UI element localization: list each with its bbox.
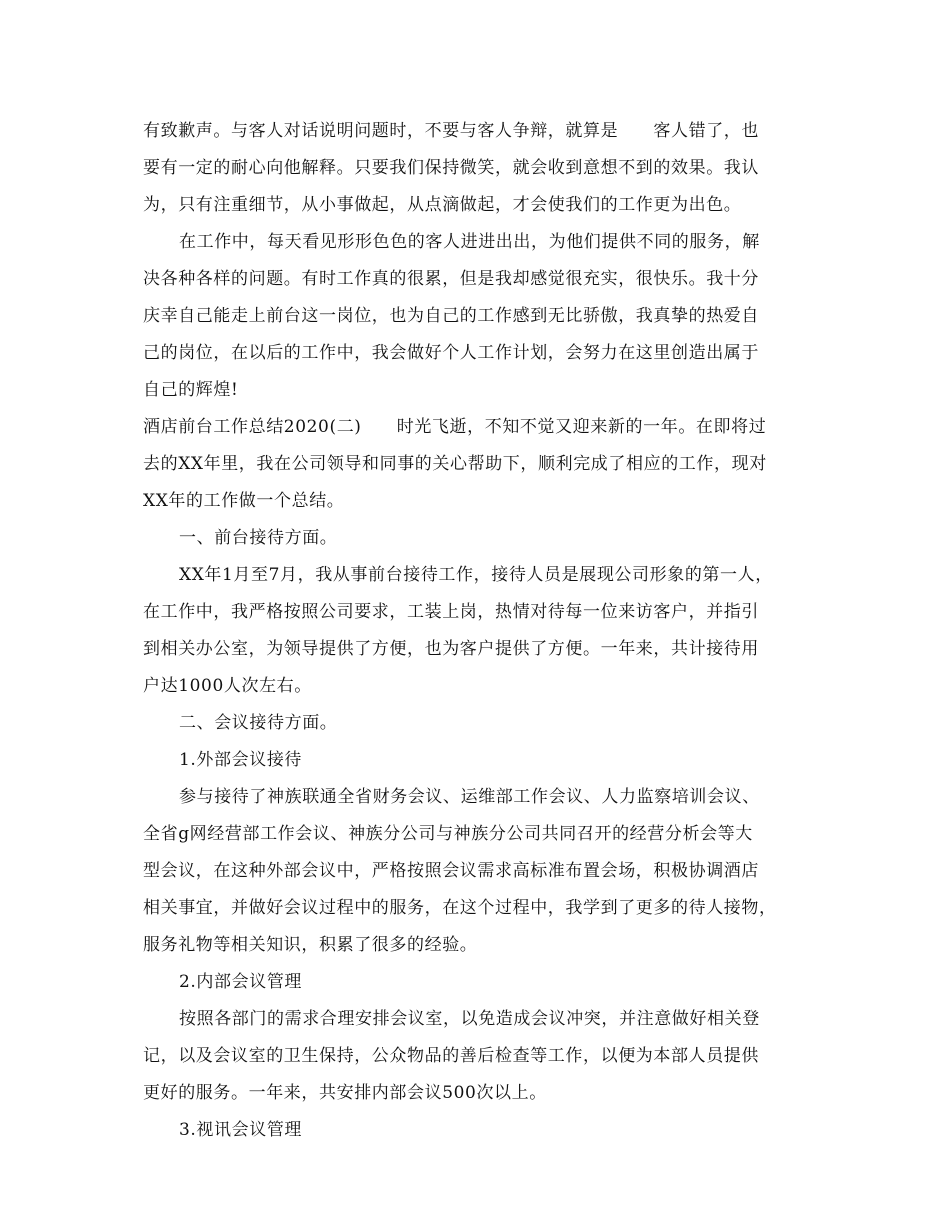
text-line: 记，以及会议室的卫生保持，公众物品的善后检查等工作，以便为本部人员提供 bbox=[143, 1046, 759, 1066]
text-line: 到相关办公室，为领导提供了方便，也为客户提供了方便。一年来，共计接待用 bbox=[143, 639, 759, 659]
subheading-video-meetings: 3.视讯会议管理 bbox=[179, 1120, 303, 1140]
text-line: 自己的辉煌! bbox=[143, 380, 239, 400]
text-line: 型会议，在这种外部会议中，严格按照会议需求高标准布置会场，积极协调酒店 bbox=[143, 861, 759, 881]
text-line: XX年的工作做一个总结。 bbox=[143, 491, 345, 511]
paragraph-first-line: 按照各部门的需求合理安排会议室，以免造成会议冲突，并注意做好相关登 bbox=[179, 1009, 760, 1029]
text-line: 要有一定的耐心向他解释。只要我们保持微笑，就会收到意想不到的效果。我认 bbox=[143, 158, 759, 178]
text-line: 全省g网经营部工作会议、神族分公司与神族分公司共同召开的经营分析会等大 bbox=[143, 824, 753, 844]
text-line: 去的XX年里，我在公司领导和同事的关心帮助下，顺利完成了相应的工作，现对 bbox=[143, 454, 767, 474]
section-title-line: 酒店前台工作总结2020(二) 时光飞逝，不知不觉又迎来新的一年。在即将过 bbox=[143, 417, 767, 437]
paragraph-first-line: 在工作中，每天看见形形色色的客人进进出出，为他们提供不同的服务，解 bbox=[179, 232, 760, 252]
text-line: 在工作中，我严格按照公司要求，工装上岗，热情对待每一位来访客户，并指引 bbox=[143, 602, 759, 622]
text-line: 有致歉声。与客人对话说明问题时，不要与客人争辩，就算是 客人错了，也 bbox=[143, 121, 759, 141]
text-line: 己的岗位，在以后的工作中，我会做好个人工作计划，会努力在这里创造出属于 bbox=[143, 343, 759, 363]
paragraph-first-line: XX年1月至7月，我从事前台接待工作，接待人员是展现公司形象的第一人， bbox=[179, 565, 773, 585]
subheading-external-meetings: 1.外部会议接待 bbox=[179, 750, 303, 770]
text-line: 服务礼物等相关知识，积累了很多的经验。 bbox=[143, 935, 478, 955]
text-line: 为，只有注重细节，从小事做起，从点滴做起，才会使我们的工作更为出色。 bbox=[143, 195, 742, 215]
text-line: 更好的服务。一年来，共安排内部会议500次以上。 bbox=[143, 1083, 547, 1103]
subheading-internal-meetings: 2.内部会议管理 bbox=[179, 972, 303, 992]
heading-meeting-reception: 二、会议接待方面。 bbox=[179, 713, 338, 733]
text-line: 决各种各样的问题。有时工作真的很累，但是我却感觉很充实，很快乐。我十分 bbox=[143, 269, 759, 289]
paragraph-first-line: 参与接待了神族联通全省财务会议、运维部工作会议、人力监察培训会议、 bbox=[179, 787, 760, 807]
text-line: 庆幸自己能走上前台这一岗位，也为自己的工作感到无比骄傲，我真挚的热爱自 bbox=[143, 306, 759, 326]
text-line: 户达1000人次左右。 bbox=[143, 676, 312, 696]
text-line: 相关事宜，并做好会议过程中的服务，在这个过程中，我学到了更多的待人接物， bbox=[143, 898, 777, 918]
heading-front-desk: 一、前台接待方面。 bbox=[179, 528, 338, 548]
